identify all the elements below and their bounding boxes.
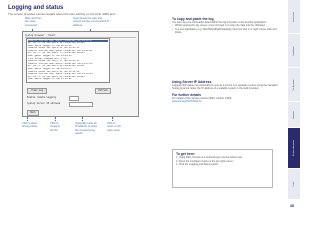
page-title: Logging and status [8, 5, 64, 11]
refresh-button[interactable]: Refresh [95, 88, 111, 94]
back-button[interactable]: Back [27, 110, 39, 116]
tab-configuration[interactable]: Configuration [288, 68, 300, 101]
right-column [172, 17, 280, 35]
log-entry[interactable]: Rx: 00 Tx: 00 192.168.1.42 connected normal [28, 65, 85, 68]
log-entry[interactable]: Session started User admin connected Tue 04:14:01 [28, 73, 93, 76]
callout-line [82, 117, 83, 121]
syslog-ip-label: Syslog Server IP address [27, 102, 61, 105]
tab-index[interactable]: Index [288, 169, 300, 199]
get-here-step: 1. Using SSH, browse to a terminal log in as the Admin user. [176, 156, 243, 159]
log-list[interactable] [26, 38, 110, 83]
heading-copy-paste: To copy and paste the log [172, 17, 214, 21]
callout-bottom-2: Click to create to the list [50, 122, 61, 132]
page-number: 38 [290, 204, 294, 208]
heading-further-details: For further details [172, 92, 202, 97]
para-further-details: For details of the Syslog protocol (RFC number 3164): [172, 96, 233, 100]
remote-logging-label: Enable remote logging [27, 96, 57, 99]
syslog-ip-field[interactable] [69, 102, 93, 108]
log-entry[interactable]: Session ended 192.168.1.42 Tue 04:12:30 [28, 70, 80, 73]
log-entry[interactable]: User admin logged in Tue 04:10:13 [28, 68, 72, 71]
terminal-header: Syslog browser - Event [25, 34, 136, 38]
log-entry[interactable]: Session started User admin connected Tue 04:10:12 [28, 62, 93, 65]
callout-bottom-4: Click to return to the main menu [107, 122, 121, 132]
page-intro: The screen provides various details about the user activity on the ALIF 4000 and... [8, 12, 118, 16]
log-entry[interactable]: User admin logged in Tue 04:03:28 [28, 44, 72, 47]
callout-line [27, 117, 28, 121]
log-entry[interactable]: User admin logged in Tue 04:14:02 [28, 78, 72, 81]
log-entry[interactable]: Session started User guest connected Tue 04:06:02 [28, 49, 93, 52]
tab-introduction[interactable]: Introduction [288, 0, 300, 33]
rfc-link[interactable]: www.ietf.org/rfc/rfc3164.txt [172, 100, 202, 104]
log-entry[interactable]: Rx: 00 Tx: 00 192.168.1.42 connected normal [28, 42, 85, 45]
callout-top-right: Input shows the user and current number of connected IP address [73, 17, 110, 27]
log-entry[interactable]: User guest logged in Tue 04:06:03 [28, 55, 72, 58]
callout-line [55, 117, 56, 121]
log-entry[interactable]: Rx: 00 Tx: 00 192.168.1.42 connected normal [28, 75, 85, 78]
heading-server-ip: Using Server IP Address [172, 80, 212, 84]
callout-bottom-1: Click to clear all log entries [22, 122, 38, 129]
section-tabs [288, 0, 300, 212]
log-entry[interactable]: Session ended 192.168.1.57 Tue 04:09:45 [28, 60, 80, 63]
get-here-box [172, 149, 273, 188]
clear-log-button[interactable]: Clear Log [27, 88, 47, 94]
tab-further-information[interactable]: Further information [288, 128, 300, 168]
callout-bottom-3: Optionally enter an IP address to show the remaining log results [75, 122, 98, 135]
syslog-terminal-window [22, 31, 139, 117]
bullet-item: • Whilst viewing the log screen, press Ctrl and C to copy the data into the clipboard. [172, 24, 280, 27]
right-column-section-2 [172, 80, 280, 103]
log-entry[interactable]: Rx: 00 Tx: 00 192.168.1.57 connected normal [28, 52, 85, 55]
para-server-ip: Logging information can optionally be sent as it occurs to a separate system using the standard Syslog protocol. Enter the IP address of a suitable system in the field provided. [172, 84, 278, 91]
get-here-heading: To get here: [176, 152, 196, 156]
get-here-step: 3. Click the Logging and Status option. [176, 163, 219, 167]
callout-line [112, 117, 113, 121]
para-copy-paste: You can copy the information listed within the log and paste it into another application: [172, 21, 267, 24]
tab-installation[interactable]: Installation [288, 34, 300, 67]
bullet-item: • In a text application (e.g. Word/WordPad/Notepad) press Ctrl and V or right mouse click and Paste. [172, 28, 280, 35]
get-here-step: 2. Press the Configure button in the top right corner. [176, 159, 234, 163]
tab-operation[interactable]: Operation [288, 102, 300, 127]
remote-logging-toggle[interactable] [69, 96, 79, 102]
log-entry[interactable]: Session ended 192.168.1.42 Tue 04:05:11 [28, 47, 80, 50]
callout-top-left: Main and from the menu connected [25, 17, 42, 27]
log-entry[interactable]: Link status changed port 1 up [28, 57, 67, 60]
log-entry[interactable]: Session started User admin connected Tue 04:03:27 [28, 40, 108, 43]
